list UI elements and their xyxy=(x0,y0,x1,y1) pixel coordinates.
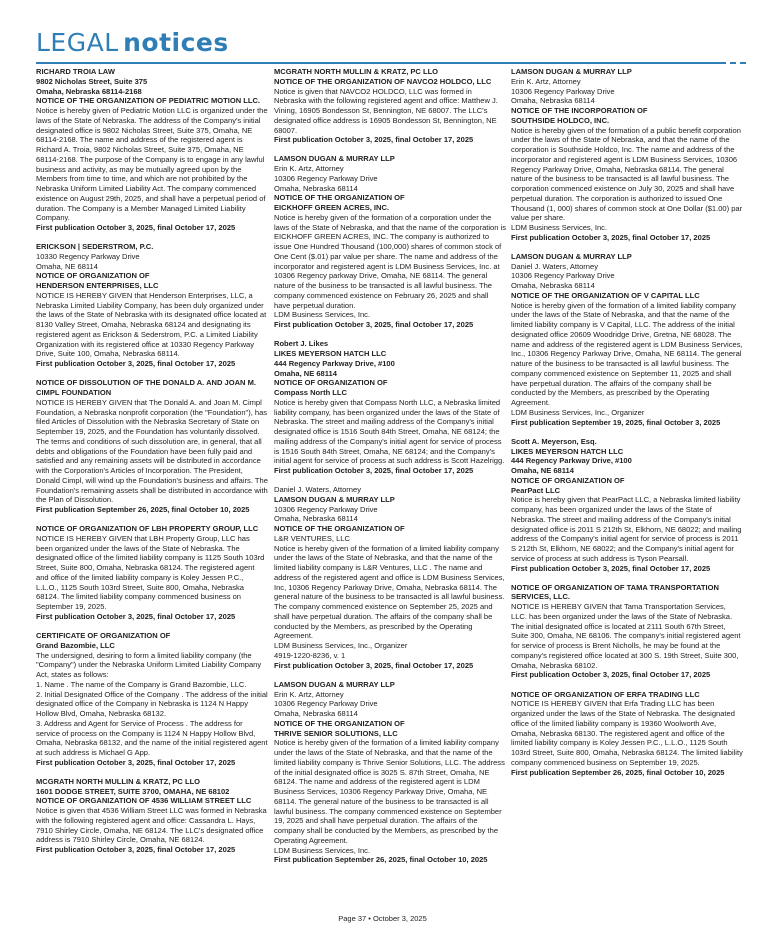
column-3 xyxy=(511,67,743,787)
notice-heading-line: Omaha, Nebraska 68114-2168 xyxy=(36,86,142,96)
legal-notice xyxy=(36,631,268,768)
notice-heading-line: LAMSON DUGAN & MURRAY LLP xyxy=(511,251,632,261)
notice-heading-line: LAMSON DUGAN & MURRAY LLP xyxy=(274,154,395,164)
notice-text: Notice is given that NAVCO2 HOLDCO, LLC was formed in Nebraska with the following registered agent and office: Matthew J. Vining, 16905 Bondesson St, Bennington, NE 68007. The LLC's designated office address is 16905 Bondesson St, Bennington, NE 68007. xyxy=(274,86,498,135)
notice-text: Notice is hereby given of the formation of a limited liability company under the laws of the State of Nebraska, and that the name of the limited liability company is Thrive Senior Solutions, LLC. The address of the initial designated office is 3025 S. 87th Street, Omaha, NE 68124. The name and address of the registered agent is LDM Business Services, 10306 Regency Parkway Drive, Omaha, NE 68114. The general nature of the business to be transacted is all lawful business. The company commenced existence on September 19, 2025 and shall have perpetual duration. The affairs of the company shall be conducted by the Members, as prescribed by the Operating Agreement. xyxy=(274,738,505,845)
notice-heading-line: Grand Bazombie, LLC xyxy=(36,640,115,650)
notice-heading-line: EICKHOFF GREEN ACRES, INC. xyxy=(274,203,390,213)
notice-heading-line: First publication September 19, 2025, final October 3, 2025 xyxy=(511,417,721,427)
notice-text: 10306 Regency Parkway Drive xyxy=(511,271,615,281)
notice-heading-line: Omaha, NE 68114 xyxy=(274,368,337,378)
notice-heading-line: 444 Regency Parkway Drive, #100 xyxy=(511,456,632,466)
notice-heading-line: First publication October 3, 2025, final October 17, 2025 xyxy=(36,223,236,232)
notice-heading-line: NOTICE OF THE ORGANIZATION OF V CAPITAL LLC xyxy=(511,290,700,300)
notice-heading-line: LIKES MEYERSON HATCH LLC xyxy=(511,446,624,456)
legal-notice xyxy=(36,67,268,233)
legal-notice xyxy=(274,154,506,330)
notice-text: 2. Initial Designated Office of the Company . The address of the initial designated office of the Company in Nebraska is 1124 N Happy Hollow Blvd, Omaha, Nebraska 68132. xyxy=(36,689,268,719)
notice-text: Daniel J. Waters, Attorney xyxy=(274,485,361,495)
legal-notice xyxy=(274,680,506,865)
notice-text: Notice is hereby given of the formation of a limited liability company under the laws of the State of Nebraska, and that the name of the limited liability company is L&R Ventures, LLC . The name and address of the registered agent and office is LDM Business Services, Inc, 10306 Regency Parkway Drive, Omaha, Nebraska 68114. The general nature of the business to be transacted is all lawful business. The company commenced existence on September 25, 2025 and shall have perpetual duration. The affairs of the company shall be conducted by the Members, as prescribed by the Operating Agreement. xyxy=(274,543,505,641)
notice-text: Notice is hereby given of the formation of a public benefit corporation under the laws of the State of Nebraska, and that the name of the corporation is Southside Holdco, Inc. The name and address of the incorporator and registered agent is LDM Business Services, 10306 Regency Parkway Drive, Omaha, Nebraska 68114. The general nature of the business to be transacted is all lawful business. The corporation commenced existence on July 30, 2025 and shall have perpetual duration. The corporation is authorized to issued One Thousand (1, 000) shares of common stock at One Dollar ($1.00) par value per share. xyxy=(511,125,743,223)
notice-heading-line: First publication October 3, 2025, final October 17, 2025 xyxy=(511,232,711,242)
legal-notice xyxy=(511,252,743,428)
notice-heading-line: PearPact LLC xyxy=(511,485,561,495)
notice-heading-line: LIKES MEYERSON HATCH LLC xyxy=(274,349,387,359)
notice-text: LDM Business Services, Inc. xyxy=(274,845,371,855)
notice-text: LDM Business Services, Inc. xyxy=(511,223,608,232)
notice-text: Notice is hereby given of the formation of a corporation under the laws of the State of Nebraska, and that the name of the corporation is EICKHOFF GREEN ACRES, INC. The company is authorized to issue One Hundred Thousand (100,000) shares of common stock of One Cent ($.01) par value per share. The name and address of the incorporator and registered agent is LDM Business Services, Inc. at 10306 Regency parkway Drive, Omaha, NE 68114. The general nature of the business to be transacted is all lawful business. The company commenced existence on February 26, 2025 and shall have perpetual duration. xyxy=(274,212,506,310)
notice-text: LDM Business Services, Inc. xyxy=(274,310,371,320)
notice-heading-line: HENDERSON ENTERPRISES, LLC xyxy=(36,281,159,291)
notice-heading-line: LAMSON DUGAN & MURRAY LLP xyxy=(511,67,632,76)
notice-text: 4919-1220-8236, v. 1 xyxy=(274,650,346,660)
notice-text: Omaha, Nebraska 68114 xyxy=(511,281,595,291)
notice-text: NOTICE IS HEREBY GIVEN that The Donald A. and Joan M. Cimpl Foundation, a Nebraska nonprofit corporation (the "Foundation"), has filed Articles of Dissolution with the Nebraska Secretary of State on September 19, 2025, and the Foundation has voluntarily dissolved. The terms and conditions of such dissolution are, in general, that all debts and obligations of the Foundation have been fully paid and satisfied and any remaining assets will be distributed in accordance with the Corporation's Articles of Incorporation. The President, Donald Cimpl, will wind up the Foundation's business and affairs. The Foundation's remaining assets shall be distributed in accordance with the Plan of Dissolution. xyxy=(36,397,268,505)
notice-heading-line: MCGRATH NORTH MULLIN & KRATZ, PC LLO xyxy=(36,776,201,786)
notice-heading-line: NOTICE OF THE ORGANIZATION OF xyxy=(274,524,405,534)
notice-heading-line: NOTICE OF ORGANIZATION OF 4536 WILLIAM STREET LLC xyxy=(36,796,252,806)
notice-heading-line: 444 Regency Parkway Drive, #100 xyxy=(274,358,395,368)
notice-text: 1. Name . The name of the Company is Grand Bazombie, LLC. xyxy=(36,679,247,689)
notice-heading-line: First publication October 3, 2025, final October 17, 2025 xyxy=(36,845,236,855)
notice-text: Omaha, Nebraska 68114 xyxy=(274,183,358,193)
notice-heading-line: NOTICE OF THE ORGANIZATION OF PEDIATRIC MOTION LLC. xyxy=(36,96,261,106)
notice-heading-line: NOTICE OF ORGANIZATION OF TAMA TRANSPORTATION SERVICES, LLC. xyxy=(511,582,719,602)
notice-heading-line: First publication September 26, 2025, final October 10, 2025 xyxy=(36,505,250,515)
notice-heading-line: First publication October 3, 2025, final October 17, 2025 xyxy=(36,757,236,767)
legal-notice xyxy=(36,378,268,515)
masthead-legal: LEGAL xyxy=(36,28,119,57)
notice-heading-line: NOTICE OF ORGANIZATION OF xyxy=(511,475,625,485)
notice-text: NOTICE IS HEREBY GIVEN that Henderson Enterprises, LLC, a Nebraska Limited Liability Company, has been duly organized under the laws of the State of Nebraska with its designated office located at 8130 Valley Street, Omaha, Nebraska 68124 and designating its registered agent as Erickson & Sederstrom, P.C. a Limited Liability Organization with its registered office at 10330 Regency Parkway Drive, Suite 100, Omaha, Nebraska 68114. xyxy=(36,290,267,359)
legal-notice xyxy=(511,437,743,574)
notice-text: 3. Address and Agent for Service of Process . The address for service of process on the Company is 1124 N Happy Hollow Blvd, Omaha, Nebraska 68132, and the name of the initial registered agent at such address is Michael G App. xyxy=(36,718,268,758)
notice-text: Erin K. Artz, Attorney xyxy=(274,689,344,699)
notice-text: Omaha, Nebraska 68114 xyxy=(274,514,358,524)
notice-heading-line: THRIVE SENIOR SOLUTIONS, LLC xyxy=(274,728,398,738)
notice-heading-line: First publication October 3, 2025, final October 17, 2025 xyxy=(274,660,474,670)
notice-text: Notice is hereby given of Pediatric Motion LLC is organized under the laws of the State of Nebraska. The address of the Company's initial designated office is 9802 Nicholas Street, Suite 375, Omaha, NE 68114-2168. The name and address of the registered agent is Richard A. Troia, 9802 Nicholas Street, Suite 375, Omaha, NE 68114-2168. The purpose of the Company is to engage in any lawful business and activity, as may be mutually agreed upon by the Members from time to time, and which are not prohibited by the Nebraska Uniform Limited Liability Act. The company commenced existence on August 29th, 2025, and shall have a perpetual period of duration. The Company is a Member Managed Limited Liability Company. xyxy=(36,106,268,223)
notice-heading-line: First publication October 3, 2025, final October 17, 2025 xyxy=(511,563,711,573)
notice-text: 10306 Regency Parkway Drive xyxy=(274,504,378,514)
notice-heading-line: MCGRATH NORTH MULLIN & KRATZ, PC LLO xyxy=(274,67,439,76)
legal-notice xyxy=(36,777,268,855)
notice-text: LDM Business Services, Inc., Organizer xyxy=(511,407,645,417)
notice-heading-line: NOTICE OF THE ORGANIZATION OF xyxy=(274,718,405,728)
notice-text: Omaha, Nebraska 68114 xyxy=(274,709,358,719)
legal-notice xyxy=(274,339,506,476)
notice-heading-line: First publication October 3, 2025, final October 17, 2025 xyxy=(274,320,474,330)
legal-notice xyxy=(511,690,743,778)
notice-text: Erin K. Artz, Attorney xyxy=(511,76,581,86)
notice-heading-line: NOTICE OF ORGANIZATION OF xyxy=(274,378,388,388)
notice-text: NOTICE IS HEREBY GIVEN that Erfa Trading LLC has been organized under the laws of the State of Nebraska. The designated office of the limited liability company is 19360 Woolworth Ave, Omaha, Nebraska 68130. The registered agent and office of the limited liability company is Koley Jessen P.C., L.L.O., 1125 South 103rd Street, Suite 800, Omaha, Nebraska 68124. The limited liability company commenced business on September 19, 2025. xyxy=(511,699,743,767)
masthead xyxy=(36,28,229,60)
notice-text: Omaha, Nebraska 68114 xyxy=(511,96,595,106)
notice-heading-line: NOTICE OF THE ORGANIZATION OF NAVCO2 HOLDCO, LLC xyxy=(274,76,492,86)
legal-notice xyxy=(511,583,743,681)
notice-heading-line: NOTICE OF ORGANIZATION OF xyxy=(36,271,150,281)
notice-heading-line: First publication October 3, 2025, final October 17, 2025 xyxy=(274,466,474,476)
column-2 xyxy=(274,67,506,874)
notice-heading-line: Omaha, NE 68114 xyxy=(511,466,574,476)
notice-heading-line: NOTICE OF ORGANIZATION OF LBH PROPERTY GROUP, LLC xyxy=(36,524,259,534)
notice-text: Notice is hereby given that Compass North LLC, a Nebraska limited liability company, has been organized under the laws of the State of Nebraska. The street and mailing address of the Company's initial designated office is 1516 South 84th Street, Omaha, NE 68124; the mailing address of the Company's initial agent for service of process is 1516 South 84th Street, Omaha, NE 68124; and the Company's initial agent for service of process at such address is Scott Hazelrigg. xyxy=(274,397,505,466)
legal-notice xyxy=(274,485,506,670)
legal-notice xyxy=(36,242,268,369)
notice-heading-line: First publication September 26, 2025, final October 10, 2025 xyxy=(274,855,488,865)
notice-heading-line: NOTICE OF THE INCORPORATION OF xyxy=(511,106,648,115)
notice-heading-line: First publication October 3, 2025, final October 17, 2025 xyxy=(36,359,236,369)
notice-heading-line: First publication September 26, 2025, final October 10, 2025 xyxy=(511,767,725,777)
header-rule-dash xyxy=(730,62,746,64)
masthead-notices: notices xyxy=(123,28,229,57)
notice-text: 10330 Regency Parkway Drive xyxy=(36,251,140,261)
column-1 xyxy=(36,67,268,864)
notice-heading-line: RICHARD TROIA LAW xyxy=(36,67,115,76)
notice-heading-line: First publication October 3, 2025, final October 17, 2025 xyxy=(274,135,474,145)
notice-text: NOTICE IS HEREBY GIVEN that LBH Property Group, LLC has been organized under the laws of the State of Nebraska. The designated office of the limited liability company is 1125 South 103rd Street, Suite 800, Omaha, Nebraska 68124. The registered agent and office of the limited liability company is Koley Jessen P.C., L.L.O., 1125 South 103rd Street, Suite 800, Omaha, Nebraska 68124. The limited liability company commenced business on September 19, 2025. xyxy=(36,533,265,612)
notice-text: 10306 Regency Parkway Drive xyxy=(511,86,615,96)
notice-text: Notice is given that 4536 William Street LLC was formed in Nebraska with the following registered agent and office: Cassandra L. Hays, 7910 Shirley Circle, Omaha, NE 68124. The LLC's designated office address is 7910 Shirley Circle, Omaha, NE 68124. xyxy=(36,806,267,845)
notice-text: NOTICE IS HEREBY GIVEN that Tama Transportation Services, LLC. has been organized under the laws of the State of Nebraska. The initial designated office is located at 2111 South 67th Street, Suite 300, Omaha, NE 68106. The company's initial registered agent for service of process is Brent Nicholls, he may be found at the company's registered office located at 300 S. 19th Street, Suite 300, Omaha, Nebraska 68102. xyxy=(511,602,741,670)
notice-heading-line: NOTICE OF THE ORGANIZATION OF xyxy=(274,193,405,203)
notice-text: Notice is hereby given that PearPact LLC, a Nebraska limited liability company, has been organized under the laws of the State of Nebraska. The street and mailing address of the Company's initial designated office is 2011 S 212th St, Elkhorn, NE 68022; and mailing address of the Company's initial agent for service of process is 2011 S 212th St, Elkhorn, NE 68022; and the Company's initial agent for service of process at such address is Tyson Pearsall. xyxy=(511,495,742,563)
notice-heading-line: LAMSON DUGAN & MURRAY LLP xyxy=(274,679,395,689)
notice-heading-line: SOUTHSIDE HOLDCO, INC. xyxy=(511,115,610,125)
legal-notice xyxy=(36,524,268,622)
notice-text: 10306 Regency Parkway Drive xyxy=(274,173,378,183)
notice-heading-line: 9802 Nicholas Street, Suite 375 xyxy=(36,76,148,86)
notice-text: Daniel J. Waters, Attorney xyxy=(511,261,598,271)
notice-heading-line: LAMSON DUGAN & MURRAY LLP xyxy=(274,494,395,504)
notice-heading-line: NOTICE OF DISSOLUTION OF THE DONALD A. AND JOAN M. CIMPL FOUNDATION xyxy=(36,378,256,398)
notice-text: 10306 Regency Parkway Drive xyxy=(274,699,378,709)
notice-heading-line: Robert J. Likes xyxy=(274,339,329,349)
legal-notice xyxy=(511,67,743,243)
notice-text: Notice is hereby given of the formation of a limited liability company under the laws of the State of Nebraska, and that the name of the limited liability company is V Capital, LLC. The address of the initial designated office 20609 Woodridge Drive, Gretna, NE 68028. The name and address of the registered agent is LDM Business Services, Inc., 10306 Regency Parkway Drive, Omaha, NE 68114. The general nature of the business to be transacted is all lawful business. The company commenced existence on September 11, 2025 and shall have perpetual duration. The affairs of the company shall be conducted by the Members, as prescribed by the Operating Agreement. xyxy=(511,300,743,408)
notice-heading-line: Compass North LLC xyxy=(274,388,347,398)
notice-heading-line: First publication October 3, 2025, final October 17, 2025 xyxy=(36,611,236,621)
page-footer: Page 37 • October 3, 2025 xyxy=(338,914,427,923)
notice-text: Erin K. Artz, Attorney xyxy=(274,164,344,174)
notice-heading-line: 1601 DODGE STREET, SUITE 3700, OMAHA, NE 68102 xyxy=(36,786,230,796)
notice-heading-line: First publication October 3, 2025, final October 17, 2025 xyxy=(511,670,711,680)
notice-heading-line: ERICKSON | SEDERSTROM, P.C. xyxy=(36,242,154,252)
notice-heading-line: CERTIFICATE OF ORGANIZATION OF xyxy=(36,631,171,641)
notice-heading-line: NOTICE OF ORGANIZATION OF ERFA TRADING LLC xyxy=(511,689,700,699)
notice-text: LDM Business Services, Inc., Organizer xyxy=(274,641,408,651)
header-rule xyxy=(36,62,726,64)
notice-text: L&R VENTURES, LLC xyxy=(274,533,350,543)
notice-text: Omaha, NE 68114 xyxy=(36,261,98,271)
legal-notice xyxy=(274,67,506,145)
notice-heading-line: Scott A. Meyerson, Esq. xyxy=(511,436,597,446)
notice-text: The undersigned, desiring to form a limited liability company (the "Company") under the Nebraska Uniform Limited Liability Company Act, states as follows: xyxy=(36,650,262,680)
